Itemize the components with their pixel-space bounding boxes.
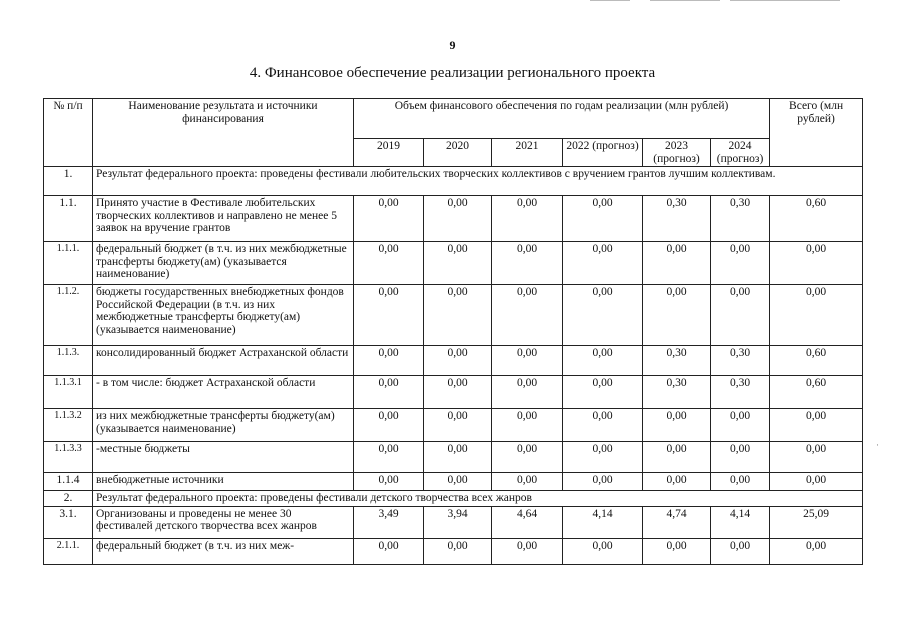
- header-year: 2024 (прогноз): [711, 139, 770, 167]
- row-name: -местные бюджеты: [93, 442, 354, 473]
- row-value: 0,00: [424, 285, 492, 346]
- table-row: [44, 506, 863, 538]
- table-row: [44, 538, 863, 564]
- row-number: 1.1.1.: [44, 242, 93, 285]
- row-value: 0,00: [354, 473, 424, 491]
- row-value: 0,00: [643, 473, 711, 491]
- row-value: 0,30: [643, 376, 711, 409]
- section-text: Результат федерального проекта: проведены фестивали детского творчества всех жанров: [93, 491, 863, 507]
- section-row: [44, 491, 863, 507]
- page-number: 9: [449, 38, 456, 52]
- row-value: 0,30: [711, 196, 770, 242]
- row-value: 0,00: [563, 196, 643, 242]
- row-value: 0,00: [492, 376, 563, 409]
- scan-mark: ·: [876, 440, 879, 450]
- row-value: 0,00: [563, 538, 643, 564]
- header-year: 2020: [424, 139, 492, 167]
- row-value: 0,00: [492, 285, 563, 346]
- row-total: 0,00: [770, 409, 863, 442]
- row-number: 1.1.3.: [44, 346, 93, 376]
- row-value: 0,00: [424, 538, 492, 564]
- header-name: Наименование результата и источники финансирования: [93, 99, 354, 167]
- row-name: Организованы и проведены не менее 30 фестивалей детского творчества всех жанров: [93, 506, 354, 538]
- row-value: 0,00: [492, 242, 563, 285]
- row-value: 0,00: [492, 196, 563, 242]
- row-number: 1.1.3.2: [44, 409, 93, 442]
- table-row: [44, 409, 863, 442]
- header-volume: Объем финансового обеспечения по годам реализации (млн рублей): [354, 99, 770, 139]
- row-value: 0,30: [711, 376, 770, 409]
- row-value: 0,00: [354, 538, 424, 564]
- row-value: 0,00: [492, 409, 563, 442]
- row-total: 0,60: [770, 196, 863, 242]
- scan-artifact-line: [650, 0, 720, 1]
- row-value: 3,94: [424, 506, 492, 538]
- row-value: 0,00: [492, 346, 563, 376]
- table-row: [44, 376, 863, 409]
- row-value: 0,00: [711, 285, 770, 346]
- row-value: 0,00: [563, 242, 643, 285]
- row-value: 0,00: [424, 442, 492, 473]
- row-value: 3,49: [354, 506, 424, 538]
- row-value: 0,00: [563, 442, 643, 473]
- table-row: [44, 242, 863, 285]
- header-number: № п/п: [44, 99, 93, 167]
- row-value: 0,00: [643, 242, 711, 285]
- row-value: 0,00: [424, 473, 492, 491]
- table-row: [44, 473, 863, 491]
- row-number: 1.1.: [44, 196, 93, 242]
- row-value: 0,00: [711, 242, 770, 285]
- row-name: из них межбюджетные трансферты бюджету(ам) (указывается наименование): [93, 409, 354, 442]
- row-value: 0,00: [563, 409, 643, 442]
- row-value: 0,00: [643, 442, 711, 473]
- row-value: 4,64: [492, 506, 563, 538]
- row-value: 0,00: [354, 409, 424, 442]
- row-value: 0,30: [643, 196, 711, 242]
- financing-table: [43, 98, 863, 565]
- header-year: 2019: [354, 139, 424, 167]
- row-value: 0,30: [643, 346, 711, 376]
- row-name: - в том числе: бюджет Астраханской области: [93, 376, 354, 409]
- row-value: 0,00: [711, 538, 770, 564]
- row-value: 0,00: [563, 285, 643, 346]
- row-total: 0,00: [770, 473, 863, 491]
- row-value: 0,00: [424, 409, 492, 442]
- row-total: 0,60: [770, 376, 863, 409]
- scan-artifact-line: [730, 0, 840, 1]
- header-year: 2022 (прогноз): [563, 139, 643, 167]
- section-row: [44, 167, 863, 196]
- scan-artifact-line: [590, 0, 630, 1]
- row-name: консолидированный бюджет Астраханской области: [93, 346, 354, 376]
- section-text: Результат федерального проекта: проведены фестивали любительских творческих коллективов с вручением грантов лучшим коллективам.: [93, 167, 863, 196]
- row-number: 1.1.2.: [44, 285, 93, 346]
- table-body: [44, 167, 863, 565]
- row-value: 4,14: [563, 506, 643, 538]
- row-value: 0,00: [643, 285, 711, 346]
- row-number: 2.: [44, 491, 93, 507]
- row-number: 1.1.4: [44, 473, 93, 491]
- row-value: 0,00: [424, 346, 492, 376]
- row-value: 4,74: [643, 506, 711, 538]
- row-value: 4,14: [711, 506, 770, 538]
- row-total: 25,09: [770, 506, 863, 538]
- row-total: 0,00: [770, 285, 863, 346]
- row-total: 0,60: [770, 346, 863, 376]
- row-name: внебюджетные источники: [93, 473, 354, 491]
- row-value: 0,00: [424, 376, 492, 409]
- row-value: 0,00: [643, 538, 711, 564]
- row-number: 1.1.3.3: [44, 442, 93, 473]
- row-total: 0,00: [770, 538, 863, 564]
- row-number: 1.1.3.1: [44, 376, 93, 409]
- row-number: 2.1.1.: [44, 538, 93, 564]
- row-value: 0,00: [354, 242, 424, 285]
- row-value: 0,00: [354, 346, 424, 376]
- row-total: 0,00: [770, 242, 863, 285]
- row-name: федеральный бюджет (в т.ч. из них межбюджетные трансферты бюджету(ам) (указывается наименование): [93, 242, 354, 285]
- row-value: 0,00: [354, 196, 424, 242]
- header-total: Всего (млн рублей): [770, 99, 863, 167]
- row-name: бюджеты государственных внебюджетных фондов Российской Федерации (в т.ч. из них межбюджетные трансферты бюджету(ам) (указывается наименование): [93, 285, 354, 346]
- row-value: 0,00: [711, 409, 770, 442]
- row-value: 0,30: [711, 346, 770, 376]
- section-title: 4. Финансовое обеспечение реализации регионального проекта: [249, 65, 656, 81]
- row-value: 0,00: [424, 196, 492, 242]
- row-value: 0,00: [711, 442, 770, 473]
- row-value: 0,00: [492, 442, 563, 473]
- row-value: 0,00: [563, 473, 643, 491]
- table-row: [44, 442, 863, 473]
- header-year: 2021: [492, 139, 563, 167]
- row-value: 0,00: [563, 376, 643, 409]
- row-total: 0,00: [770, 442, 863, 473]
- row-value: 0,00: [354, 442, 424, 473]
- row-number: 3.1.: [44, 506, 93, 538]
- row-value: 0,00: [643, 409, 711, 442]
- row-value: 0,00: [711, 473, 770, 491]
- row-value: 0,00: [424, 242, 492, 285]
- row-value: 0,00: [563, 346, 643, 376]
- row-value: 0,00: [492, 473, 563, 491]
- table-row: [44, 285, 863, 346]
- row-value: 0,00: [354, 285, 424, 346]
- row-number: 1.: [44, 167, 93, 196]
- row-value: 0,00: [492, 538, 563, 564]
- row-value: 0,00: [354, 376, 424, 409]
- row-name: федеральный бюджет (в т.ч. из них меж-: [93, 538, 354, 564]
- table-row: [44, 196, 863, 242]
- row-name: Принято участие в Фестивале любительских творческих коллективов и направлено не менее 5 заявок на вручение грантов: [93, 196, 354, 242]
- table-row: [44, 346, 863, 376]
- header-year: 2023 (прогноз): [643, 139, 711, 167]
